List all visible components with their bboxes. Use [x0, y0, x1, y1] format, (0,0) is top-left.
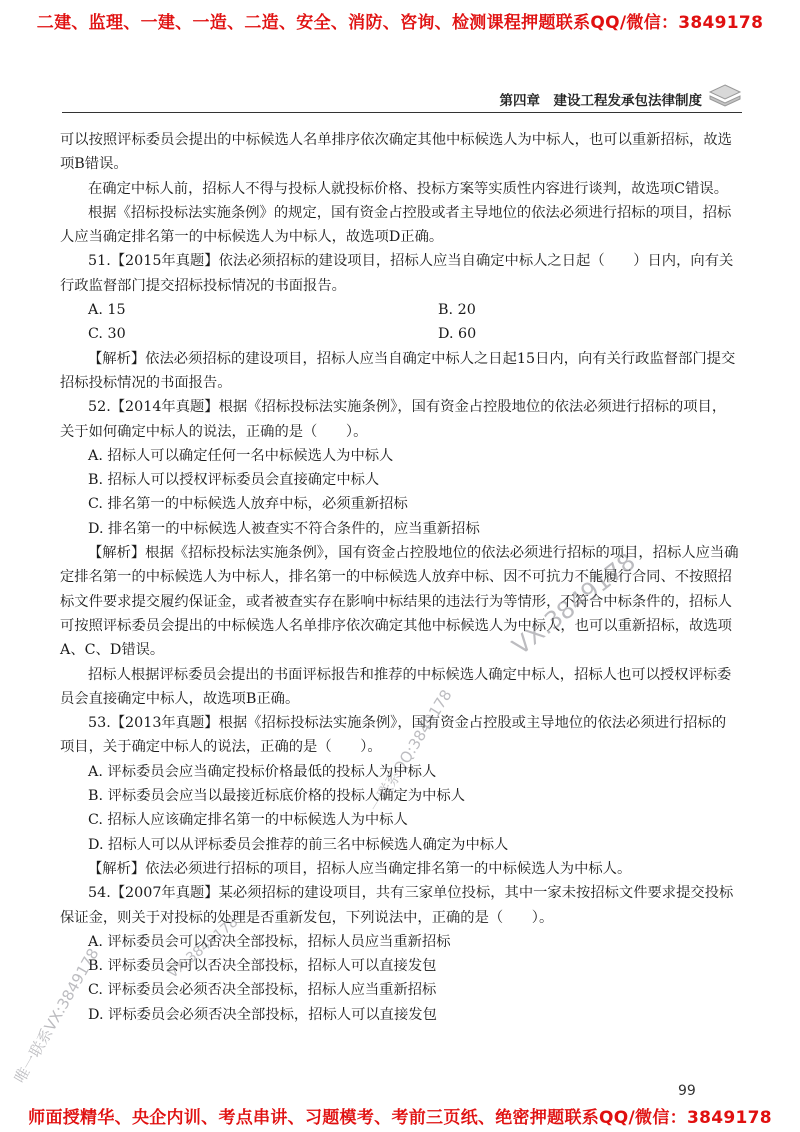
option-a: A. 15	[88, 302, 126, 319]
question-51-options-row1	[60, 298, 740, 322]
chapter-title: 第四章 建设工程发承包法律制度	[499, 93, 702, 109]
option-b: B. 20	[438, 302, 476, 319]
option-a: A. 招标人可以确定任何一名中标候选人为中标人	[88, 447, 394, 464]
option-c: C. 30	[88, 326, 126, 343]
option-b: B. 招标人可以授权评标委员会直接确定中标人	[88, 472, 380, 489]
option-c: C. 排名第一的中标候选人放弃中标，必须重新招标	[88, 496, 408, 513]
watermark: 一联系QQ:3849178	[365, 686, 456, 816]
question-51-stem: 51.【2015年真题】依法必须招标的建设项目，招标人应当自确定中标人之日起（ ）日内，向有关行政监督部门提交招标投标情况的书面报告。	[60, 253, 734, 294]
chapter-header	[62, 86, 742, 113]
option-a: A. 评标委员会应当确定投标价格最低的投标人为中标人	[88, 763, 437, 780]
bottom-promo-banner: 师面授精华、央企内训、考点串讲、习题模考、考前三页纸、绝密押题联系QQ/微信：3849178	[28, 1108, 772, 1128]
question-53-analysis: 【解析】依法必须进行招标的项目，招标人应当确定排名第一的中标候选人为中标人。	[88, 860, 632, 877]
option-d: D. 招标人可以从评标委员会推荐的前三名中标候选人确定为中标人	[88, 836, 509, 853]
question-52-stem: 52.【2014年真题】根据《招标投标法实施条例》，国有资金占控股地位的依法必须进行招标的项目，关于如何确定中标人的说法，正确的是（ ）。	[60, 399, 727, 440]
option-c: C. 评标委员会必须否决全部投标，招标人应当重新招标	[88, 982, 437, 999]
question-51-options-row2	[60, 322, 740, 346]
page-number: 99	[678, 1083, 696, 1099]
paragraph: 根据《招标投标法实施条例》的规定，国有资金占控股或者主导地位的依法必须进行招标的项目，招标人应当确定排名第一的中标候选人为中标人，故选项D正确。	[60, 204, 732, 246]
question-51-analysis: 【解析】依法必须招标的建设项目，招标人应当自确定中标人之日起15日内，向有关行政监督部门提交招标投标情况的书面报告。	[60, 350, 736, 391]
option-d: D. 60	[438, 326, 477, 343]
page-body	[60, 128, 740, 1027]
paragraph: 可以按照评标委员会提出的中标候选人名单排序依次确定其他中标候选人为中标人，也可以重新招标，故选项B错误。	[60, 132, 732, 173]
stacked-layers-icon	[708, 82, 742, 110]
top-promo-banner: 二建、监理、一建、一造、二造、安全、消防、咨询、检测课程押题联系QQ/微信：3849178	[36, 13, 764, 33]
option-b: B. 评标委员会可以否决全部投标，招标人可以直接发包	[88, 958, 437, 975]
option-d: D. 评标委员会必须否决全部投标，招标人可以直接发包	[88, 1006, 437, 1023]
watermark: VX:3849178	[507, 547, 641, 661]
watermark: 唯一联系VX:3849178	[10, 945, 103, 1087]
option-d: D. 排名第一的中标候选人被查实不符合条件的，应当重新招标	[88, 520, 480, 537]
watermark: VX:3849178	[164, 914, 242, 982]
question-52-analysis: 【解析】根据《招标投标法实施条例》，国有资金占控股地位的依法必须进行招标的项目，招标人应当确定排名第一的中标候选人为中标人，排名第一的中标候选人放弃中标、因不可抗力不能履行合同、不按照招标文件要求提交履约保证金，或者被查实存在影响中标结果的违法行为等情形，不符合中标条件的，招标人可按照评标委员会提出的中标候选人名单排序依次确定其他中标候选人为中标人，也可以重新招标，故选项A、C、D错误。	[60, 545, 739, 659]
question-54-stem: 54.【2007年真题】某必须招标的建设项目，共有三家单位投标，其中一家未按招标文件要求提交投标保证金，则关于对投标的处理是否重新发包，下列说法中，正确的是（ ）。	[60, 885, 734, 926]
paragraph: 在确定中标人前，招标人不得与投标人就投标价格、投标方案等实质性内容进行谈判，故选项C错误。	[88, 180, 728, 197]
option-c: C. 招标人应该确定排名第一的中标候选人为中标人	[88, 812, 408, 829]
question-52-analysis-2: 招标人根据评标委员会提出的书面评标报告和推荐的中标候选人确定中标人，招标人也可以授权评标委员会直接确定中标人，故选项B正确。	[60, 666, 732, 707]
option-b: B. 评标委员会应当以最接近标底价格的投标人确定为中标人	[88, 788, 466, 805]
question-53-stem: 53.【2013年真题】根据《招标投标法实施条例》，国有资金占控股或主导地位的依法必须进行招标的项目，关于确定中标人的说法，正确的是（ ）。	[60, 715, 727, 756]
option-a: A. 评标委员会可以否决全部投标，招标人员应当重新招标	[88, 933, 451, 950]
